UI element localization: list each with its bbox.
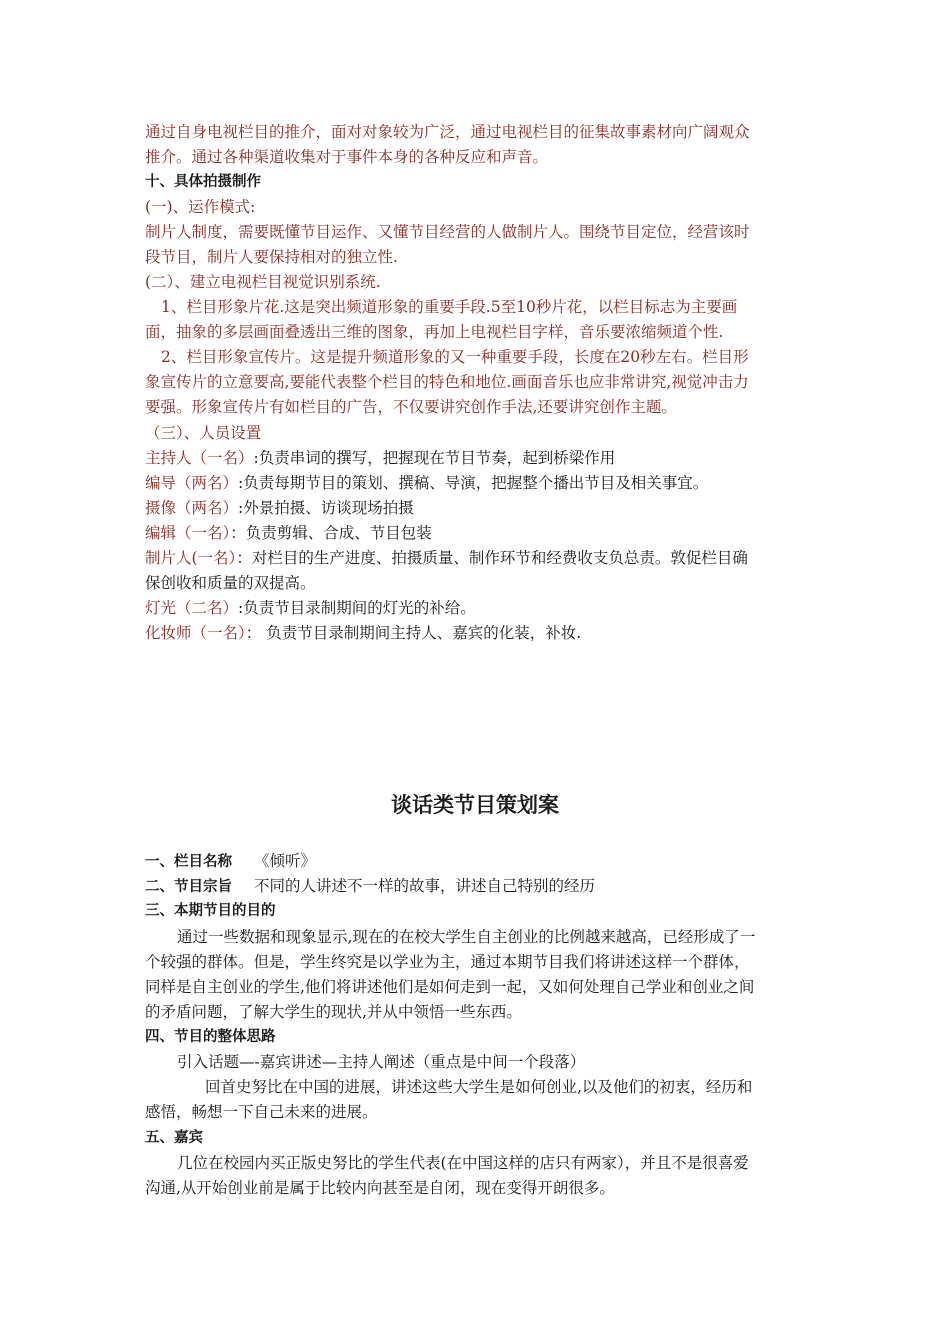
subheading: (一)、运作模式:: [145, 198, 256, 216]
staff-desc: :负责串词的撰写，把握现在节目节奏，起到桥梁作用: [253, 449, 616, 467]
staff-role: 灯光（二名）: [145, 599, 239, 617]
staff-role: 主持人（一名）: [145, 449, 254, 467]
paragraph-line: 引入话题—-嘉宾讲述—主持人阐述（重点是中间一个段落）: [177, 1053, 586, 1071]
heading-row: [145, 849, 810, 875]
section-heading: 十、具体拍摄制作: [145, 174, 261, 190]
paragraph-line: 感悟，畅想一下自己未来的进展。: [145, 1103, 378, 1121]
heading-row: [145, 874, 810, 900]
staff-row: [145, 621, 810, 646]
staff-desc: :外景拍摄、访谈现场拍摄: [238, 499, 414, 517]
paragraph-line: 沟通,从开始创业前是属于比较内向甚至是自闭，现在变得开朗很多。: [145, 1179, 615, 1197]
staff-role: 制片人(一名）: [145, 549, 237, 567]
paragraph-line: 制片人制度，需要既懂节目运作、又懂节目经营的人做制片人。围绕节目定位，经营该时: [145, 223, 750, 241]
staff-role: 摄像（两名）: [145, 499, 239, 517]
staff-row: [145, 546, 810, 571]
staff-desc: ：负责剪辑、合成、节目包装: [230, 524, 432, 542]
paragraph-line: 段节目，制片人要保持相对的独立性.: [145, 248, 398, 266]
section-heading: 二、节目宗旨: [145, 879, 232, 895]
staff-row: [145, 471, 810, 496]
paragraph-line: 面，抽象的多层画面叠透出三维的图象，再加上电视栏目字样，音乐要浓缩频道个性.: [145, 323, 724, 341]
paragraph-line: 保创收和质量的双提高。: [145, 574, 316, 592]
paragraph-line: 1、栏目形象片花.这是突出频道形象的重要手段.5至10秒片花，以栏目标志为主要画: [161, 298, 738, 316]
document-title: 谈话类节目策划案: [391, 793, 559, 817]
paragraph-line: 2、栏目形象宣传片。这是提升频道形象的又一种重要手段，长度在20秒左右。栏目形: [161, 348, 749, 366]
subheading: (二）、建立电视栏目视觉识别系统.: [145, 273, 381, 291]
staff-role: 化妆师（一名）: [145, 624, 246, 642]
section-heading: 三、本期节目的目的: [145, 903, 276, 919]
heading-value: 不同的人讲述不一样的故事，讲述自己特别的经历: [254, 877, 596, 895]
section-heading: 五、嘉宾: [145, 1130, 203, 1146]
paragraph-line: 通过自身电视栏目的推介，面对对象较为广泛，通过电视栏目的征集故事素材向广阔观众: [145, 123, 750, 141]
section-heading: 一、栏目名称: [145, 854, 232, 870]
staff-row: [145, 596, 810, 621]
subheading: （三）、人员设置: [145, 424, 262, 442]
staff-desc: ： 负责节目录制期间主持人、嘉宾的化装，补妆.: [245, 624, 582, 642]
paragraph-line: 通过一些数据和现象显示,现在的在校大学生自主创业的比例越来越高，已经形成了一: [177, 928, 756, 946]
paragraph-line: 回首史努比在中国的进展，讲述这些大学生是如何创业,以及他们的初衷，经历和: [205, 1078, 753, 1096]
staff-desc: :负责每期节目的策划、撰稿、导演，把握整个播出节目及相关事宜。: [238, 474, 709, 492]
staff-role: 编辑（一名）: [145, 524, 231, 542]
staff-row: [145, 496, 810, 521]
paragraph-line: 个较强的群体。但是，学生终究是以学业为主，通过本期节目我们将讲述这样一个群体，: [145, 953, 750, 971]
paragraph-line: 同样是自主创业的学生,他们将讲述他们是如何走到一起，又如何处理自己学业和创业之间: [145, 978, 755, 996]
paragraph-line: 几位在校园内买正版史努比的学生代表(在中国这样的店只有两家），并且不是很喜爱: [177, 1154, 749, 1172]
paragraph-line: 的矛盾问题，了解大学生的现状,并从中领悟一些东西。: [145, 1003, 522, 1021]
staff-row: [145, 446, 810, 471]
staff-desc: ：对栏目的生产进度、拍摄质量、制作环节和经费收支负总责。敦促栏目确: [236, 549, 748, 567]
staff-desc: :负责节目录制期间的灯光的补给。: [238, 599, 476, 617]
staff-row: [145, 521, 810, 546]
heading-value: 《倾听》: [254, 852, 317, 870]
staff-role: 编导（两名）: [145, 474, 239, 492]
section-heading: 四、节目的整体思路: [145, 1029, 276, 1045]
paragraph-line: 象宣传片的立意要高,要能代表整个栏目的特色和地位.画面音乐也应非常讲究,视觉冲击力: [145, 373, 749, 391]
paragraph-line: 推介。通过各种渠道收集对于事件本身的各种反应和声音。: [145, 148, 549, 166]
paragraph-line: 要强。形象宣传片有如栏目的广告，不仅要讲究创作手法,还要讲究创作主题。: [145, 398, 677, 416]
